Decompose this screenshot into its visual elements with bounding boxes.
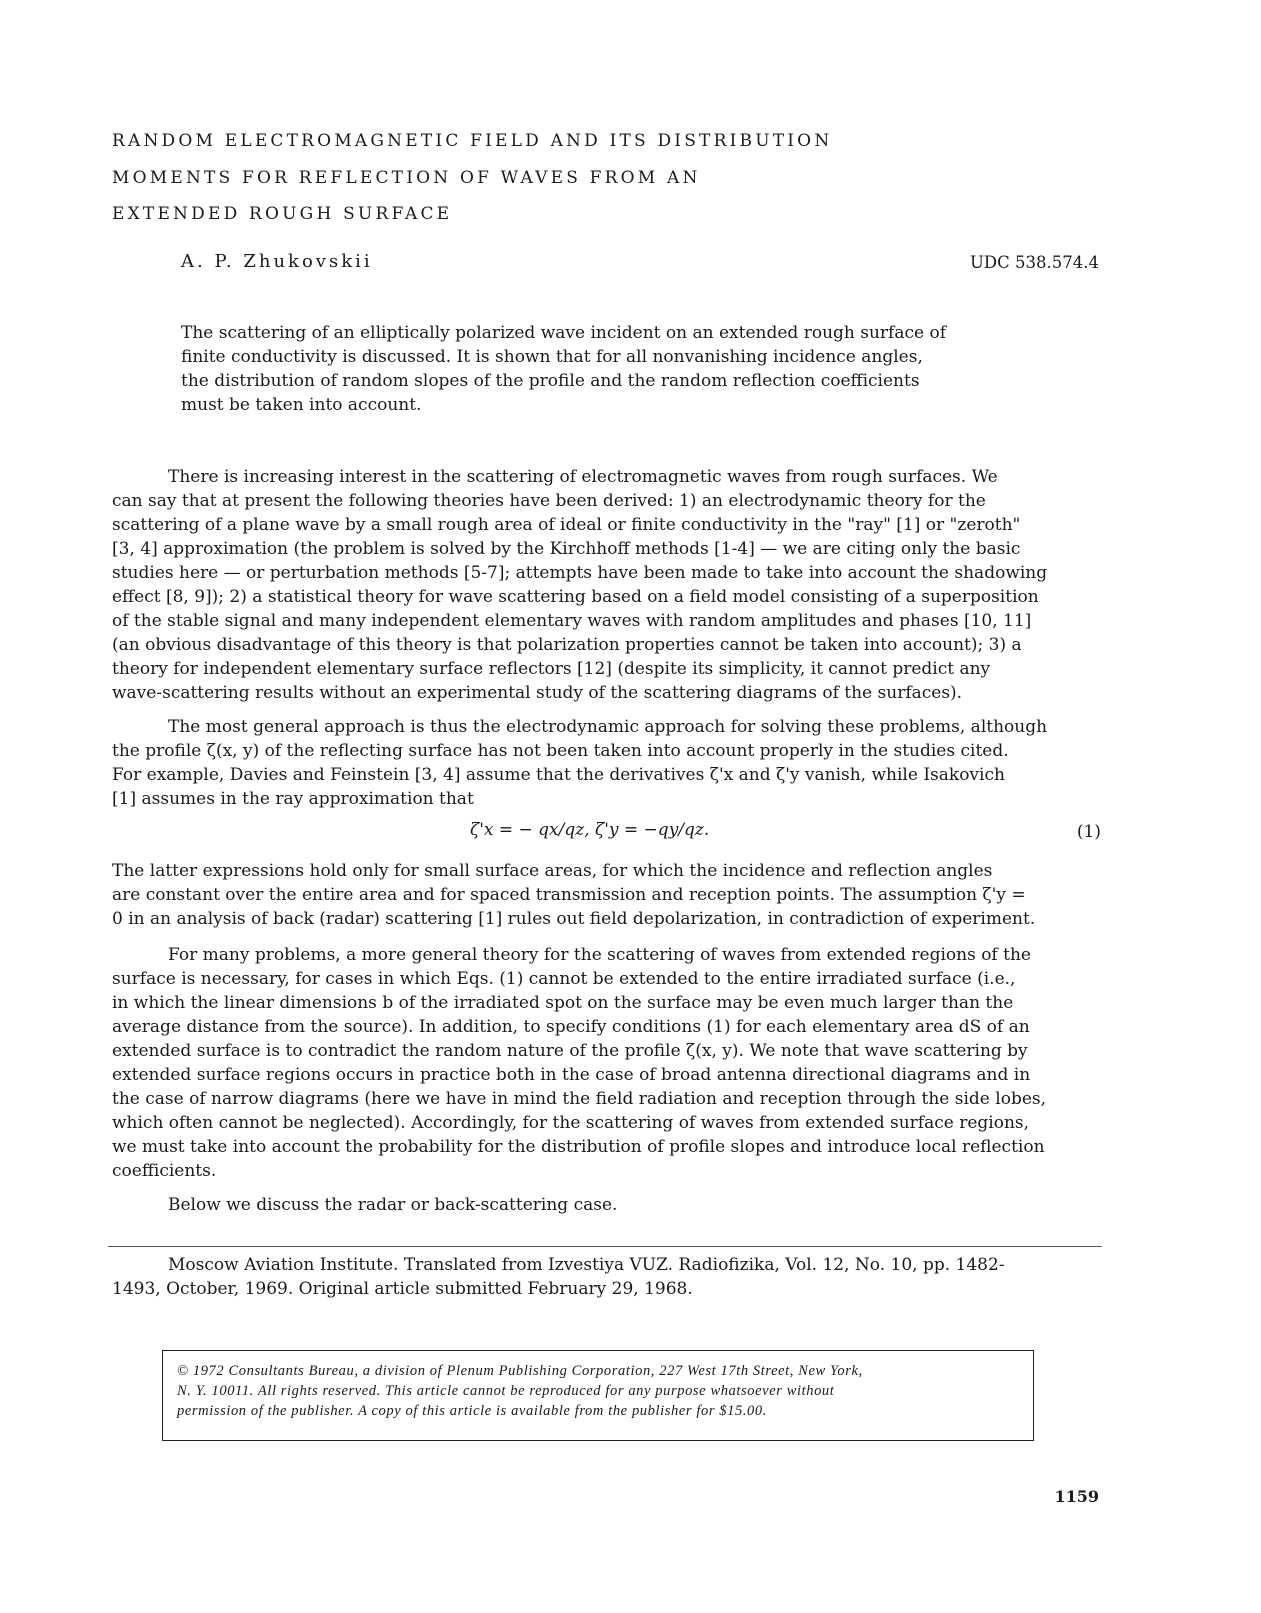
footnote xyxy=(112,1253,1112,1301)
paragraph-line: of the stable signal and many independent elementary waves with random amplitudes and phases [10, 11] xyxy=(112,611,1032,631)
paragraph-line: extended surface is to contradict the random nature of the profile ζ(x, y). We note that wave scattering by xyxy=(112,1041,1028,1061)
page-number: 1159 xyxy=(1054,1487,1099,1506)
paragraph-line: coefficients. xyxy=(112,1161,217,1181)
copyright-notice xyxy=(162,1350,1034,1441)
paragraph-line: For many problems, a more general theory for the scattering of waves from extended regions of the xyxy=(168,945,1031,965)
paragraph-line: studies here — or perturbation methods [5-7]; attempts have been made to take into account the shadowing xyxy=(112,563,1048,583)
paragraph-line: [1] assumes in the ray approximation that xyxy=(112,789,474,809)
footnote-line: 1493, October, 1969. Original article submitted February 29, 1968. xyxy=(112,1279,693,1299)
paragraph-line: which often cannot be neglected). Accordingly, for the scattering of waves from extended surface regions, xyxy=(112,1113,1030,1133)
paragraph-line: The latter expressions hold only for small surface areas, for which the incidence and reflection angles xyxy=(112,861,993,881)
title-line-1: RANDOM ELECTROMAGNETIC FIELD AND ITS DISTRIBUTION xyxy=(112,131,833,151)
paragraph-line: There is increasing interest in the scattering of electromagnetic waves from rough surfaces. We xyxy=(168,467,998,487)
paragraph-line: surface is necessary, for cases in which Eqs. (1) cannot be extended to the entire irradiated surface (i.e., xyxy=(112,969,1016,989)
paragraph-2 xyxy=(112,715,1112,811)
paragraph-line: (an obvious disadvantage of this theory is that polarization properties cannot be taken into account); 3) a xyxy=(112,635,1022,655)
abstract-line: the distribution of random slopes of the profile and the random reflection coefficients xyxy=(181,371,920,391)
copyright-line: © 1972 Consultants Bureau, a division of Plenum Publishing Corporation, 227 West 17th Street, New York, xyxy=(177,1363,863,1379)
equation-1: ζ'x = − qx/qz, ζ'y = −qy/qz. xyxy=(470,820,710,840)
paragraph-5 xyxy=(112,1193,1112,1217)
paragraph-line: are constant over the entire area and for spaced transmission and reception points. The assumption ζ'y = xyxy=(112,885,1026,905)
abstract-line: finite conductivity is discussed. It is shown that for all nonvanishing incidence angles, xyxy=(181,347,923,367)
author-name: A. P. Zhukovskii xyxy=(181,251,373,272)
paragraph-3 xyxy=(112,859,1112,931)
paragraph-line: average distance from the source). In addition, to specify conditions (1) for each elementary area dS of an xyxy=(112,1017,1030,1037)
copyright-line: permission of the publisher. A copy of this article is available from the publisher for $15.00. xyxy=(177,1403,767,1419)
copyright-line: N. Y. 10011. All rights reserved. This article cannot be reproduced for any purpose whatsoever without xyxy=(177,1383,835,1399)
paragraph-line: we must take into account the probability for the distribution of profile slopes and introduce local reflection xyxy=(112,1137,1045,1157)
paragraph-4 xyxy=(112,943,1112,1183)
paragraph-line: the profile ζ(x, y) of the reflecting surface has not been taken into account properly in the studies cited. xyxy=(112,741,1009,761)
equation-number: (1) xyxy=(1076,822,1101,842)
paragraph-line: The most general approach is thus the electrodynamic approach for solving these problems, although xyxy=(168,717,1048,737)
paragraph-line: effect [8, 9]); 2) a statistical theory for wave scattering based on a field model consisting of a superposition xyxy=(112,587,1039,607)
paragraph-line: 0 in an analysis of back (radar) scattering [1] rules out field depolarization, in contradiction of experiment. xyxy=(112,909,1036,929)
abstract-line: must be taken into account. xyxy=(181,395,422,415)
paragraph-line: in which the linear dimensions b of the irradiated spot on the surface may be even much larger than the xyxy=(112,993,1014,1013)
paragraph-line: theory for independent elementary surface reflectors [12] (despite its simplicity, it cannot predict any xyxy=(112,659,991,679)
paragraph-line: [3, 4] approximation (the problem is solved by the Kirchhoff methods [1-4] — we are citing only the basic xyxy=(112,539,1021,559)
abstract-line: The scattering of an elliptically polarized wave incident on an extended rough surface of xyxy=(181,323,946,343)
paragraph-line: wave-scattering results without an experimental study of the scattering diagrams of the surfaces). xyxy=(112,683,963,703)
udc-code: UDC 538.574.4 xyxy=(970,253,1099,272)
title-line-3: EXTENDED ROUGH SURFACE xyxy=(112,204,453,224)
title-line-2: MOMENTS FOR REFLECTION OF WAVES FROM AN xyxy=(112,168,701,188)
paragraph-line: scattering of a plane wave by a small rough area of ideal or finite conductivity in the "ray" [1] or "zeroth" xyxy=(112,515,1021,535)
footnote-divider xyxy=(108,1246,1102,1247)
paragraph-line: the case of narrow diagrams (here we have in mind the field radiation and reception through the side lobes, xyxy=(112,1089,1047,1109)
paragraph-1 xyxy=(112,465,1112,705)
paragraph-line: extended surface regions occurs in practice both in the case of broad antenna directional diagrams and in xyxy=(112,1065,1031,1085)
paragraph-line: For example, Davies and Feinstein [3, 4] assume that the derivatives ζ'x and ζ'y vanish, while Isakovich xyxy=(112,765,1005,785)
abstract xyxy=(181,321,1011,417)
footnote-line: Moscow Aviation Institute. Translated from Izvestiya VUZ. Radiofizika, Vol. 12, No. 10, pp. 1482- xyxy=(168,1255,1005,1275)
paragraph-line: can say that at present the following theories have been derived: 1) an electrodynamic theory for the xyxy=(112,491,986,511)
paragraph-line: Below we discuss the radar or back-scattering case. xyxy=(168,1195,618,1215)
